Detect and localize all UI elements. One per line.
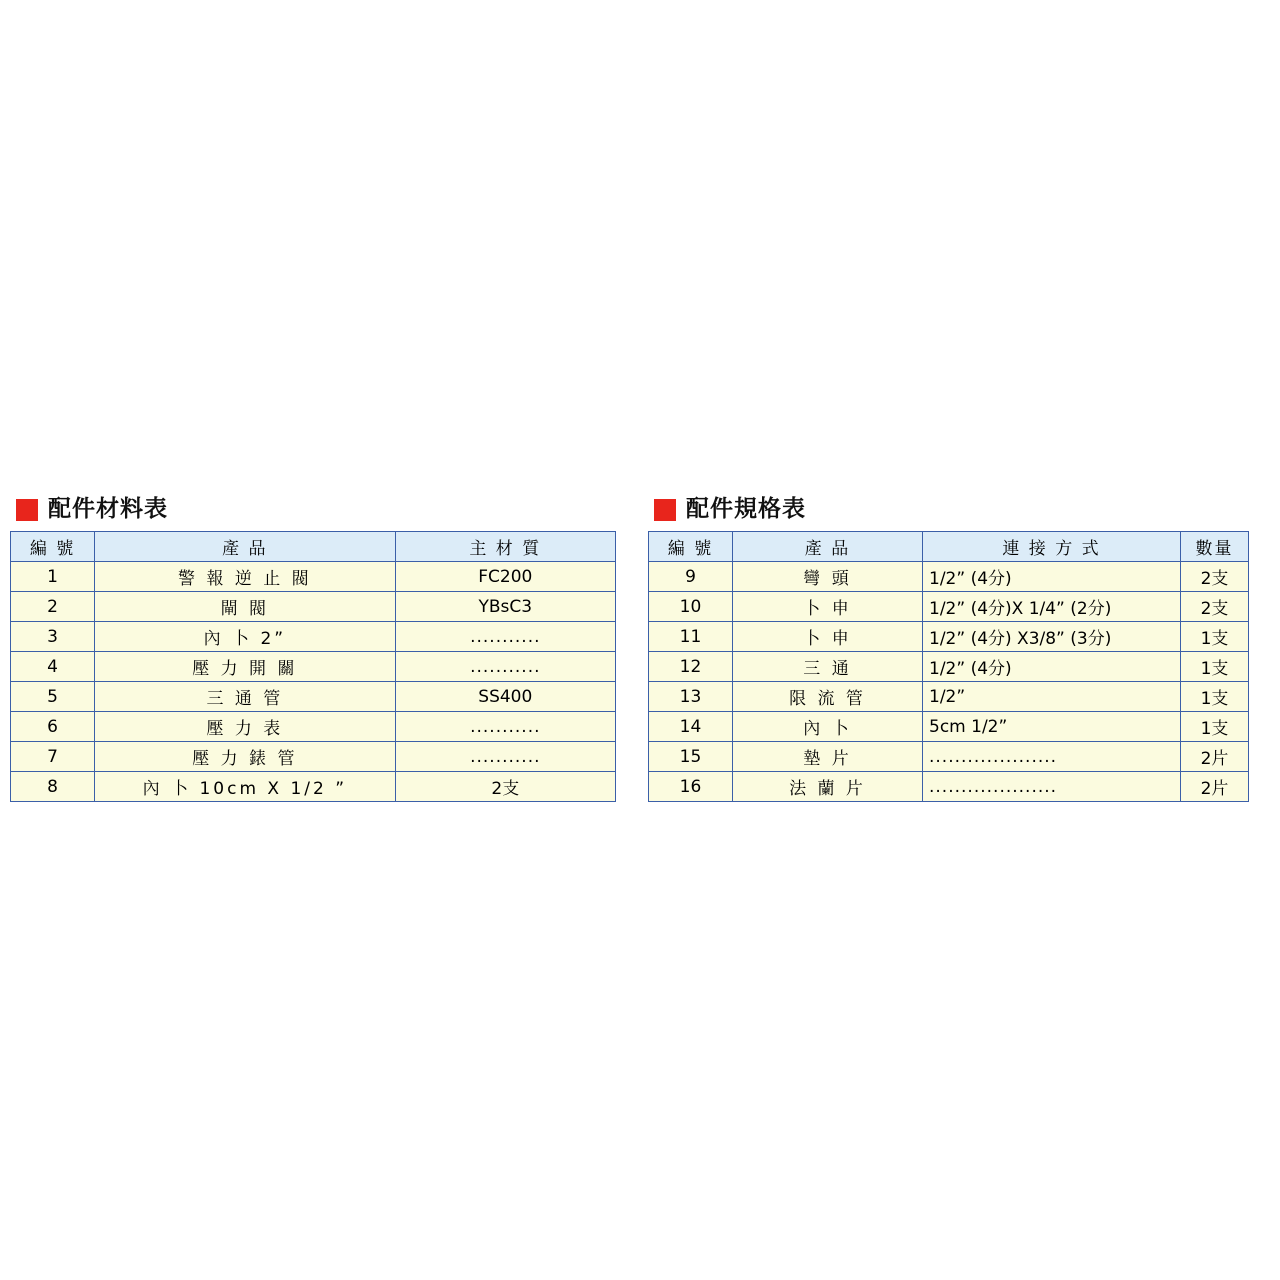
cell-product: 彎 頭	[733, 562, 923, 592]
table-row	[649, 562, 1249, 592]
table-row	[11, 562, 616, 592]
cell-product: 壓 力 錶 管	[95, 742, 395, 772]
cell-material: ...........	[395, 742, 615, 772]
table-row	[11, 622, 616, 652]
table-row	[649, 652, 1249, 682]
cell-connection: 1/2” (4分)	[923, 562, 1181, 592]
table-row	[11, 682, 616, 712]
table-header-row	[649, 532, 1249, 562]
table-row	[649, 742, 1249, 772]
cell-product: 內 卜	[733, 712, 923, 742]
column-header-product: 產 品	[733, 532, 923, 562]
cell-product: 內 卜 2”	[95, 622, 395, 652]
cell-product: 卜 申	[733, 592, 923, 622]
cell-product: 壓 力 表	[95, 712, 395, 742]
cell-no: 16	[649, 772, 733, 802]
cell-quantity: 2片	[1181, 772, 1249, 802]
cell-product: 三 通	[733, 652, 923, 682]
specs-panel-title: 配件規格表	[686, 496, 806, 522]
cell-no: 6	[11, 712, 95, 742]
cell-no: 1	[11, 562, 95, 592]
column-header-product: 產 品	[95, 532, 395, 562]
cell-material: ...........	[395, 712, 615, 742]
cell-product: 警 報 逆 止 閥	[95, 562, 395, 592]
materials-panel	[10, 498, 616, 802]
table-header-row	[11, 532, 616, 562]
specs-table	[648, 531, 1249, 802]
cell-no: 14	[649, 712, 733, 742]
cell-connection: ....................	[923, 772, 1181, 802]
materials-panel-header	[10, 498, 616, 521]
cell-no: 15	[649, 742, 733, 772]
cell-material: 2支	[395, 772, 615, 802]
cell-quantity: 2支	[1181, 592, 1249, 622]
table-row	[649, 592, 1249, 622]
cell-material: ...........	[395, 622, 615, 652]
table-row	[11, 772, 616, 802]
cell-connection: 1/2” (4分) X3/8” (3分)	[923, 622, 1181, 652]
cell-product: 法 蘭 片	[733, 772, 923, 802]
materials-table	[10, 531, 616, 802]
cell-connection: 1/2” (4分)X 1/4” (2分)	[923, 592, 1181, 622]
table-row	[11, 652, 616, 682]
cell-product: 內 卜 10cm X 1/2 ”	[95, 772, 395, 802]
cell-quantity: 1支	[1181, 712, 1249, 742]
cell-material: FC200	[395, 562, 615, 592]
red-square-marker-icon	[16, 499, 38, 521]
specs-panel	[648, 498, 1248, 802]
cell-quantity: 2支	[1181, 562, 1249, 592]
table-row	[649, 682, 1249, 712]
cell-product: 三 通 管	[95, 682, 395, 712]
cell-product: 卜 申	[733, 622, 923, 652]
specs-panel-header	[648, 498, 1248, 521]
column-header-no: 編 號	[11, 532, 95, 562]
cell-quantity: 2片	[1181, 742, 1249, 772]
cell-no: 10	[649, 592, 733, 622]
table-row	[11, 712, 616, 742]
column-header-connection: 連 接 方 式	[923, 532, 1181, 562]
cell-connection: 1/2” (4分)	[923, 652, 1181, 682]
table-row	[649, 622, 1249, 652]
red-square-marker-icon	[654, 499, 676, 521]
cell-connection: 1/2”	[923, 682, 1181, 712]
column-header-material: 主 材 質	[395, 532, 615, 562]
cell-material: YBsC3	[395, 592, 615, 622]
cell-no: 13	[649, 682, 733, 712]
cell-no: 7	[11, 742, 95, 772]
cell-product: 閘 閥	[95, 592, 395, 622]
cell-product: 壓 力 開 關	[95, 652, 395, 682]
cell-quantity: 1支	[1181, 682, 1249, 712]
cell-quantity: 1支	[1181, 622, 1249, 652]
cell-material: SS400	[395, 682, 615, 712]
table-row	[649, 772, 1249, 802]
cell-material: ...........	[395, 652, 615, 682]
cell-no: 4	[11, 652, 95, 682]
cell-product: 限 流 管	[733, 682, 923, 712]
cell-no: 9	[649, 562, 733, 592]
cell-no: 3	[11, 622, 95, 652]
cell-quantity: 1支	[1181, 652, 1249, 682]
cell-no: 8	[11, 772, 95, 802]
materials-panel-title: 配件材料表	[48, 496, 168, 522]
cell-no: 11	[649, 622, 733, 652]
table-row	[649, 712, 1249, 742]
cell-connection: 5cm 1/2”	[923, 712, 1181, 742]
column-header-quantity: 數量	[1181, 532, 1249, 562]
cell-product: 墊 片	[733, 742, 923, 772]
cell-no: 12	[649, 652, 733, 682]
table-row	[11, 592, 616, 622]
column-header-no: 編 號	[649, 532, 733, 562]
table-row	[11, 742, 616, 772]
cell-connection: ....................	[923, 742, 1181, 772]
cell-no: 2	[11, 592, 95, 622]
cell-no: 5	[11, 682, 95, 712]
